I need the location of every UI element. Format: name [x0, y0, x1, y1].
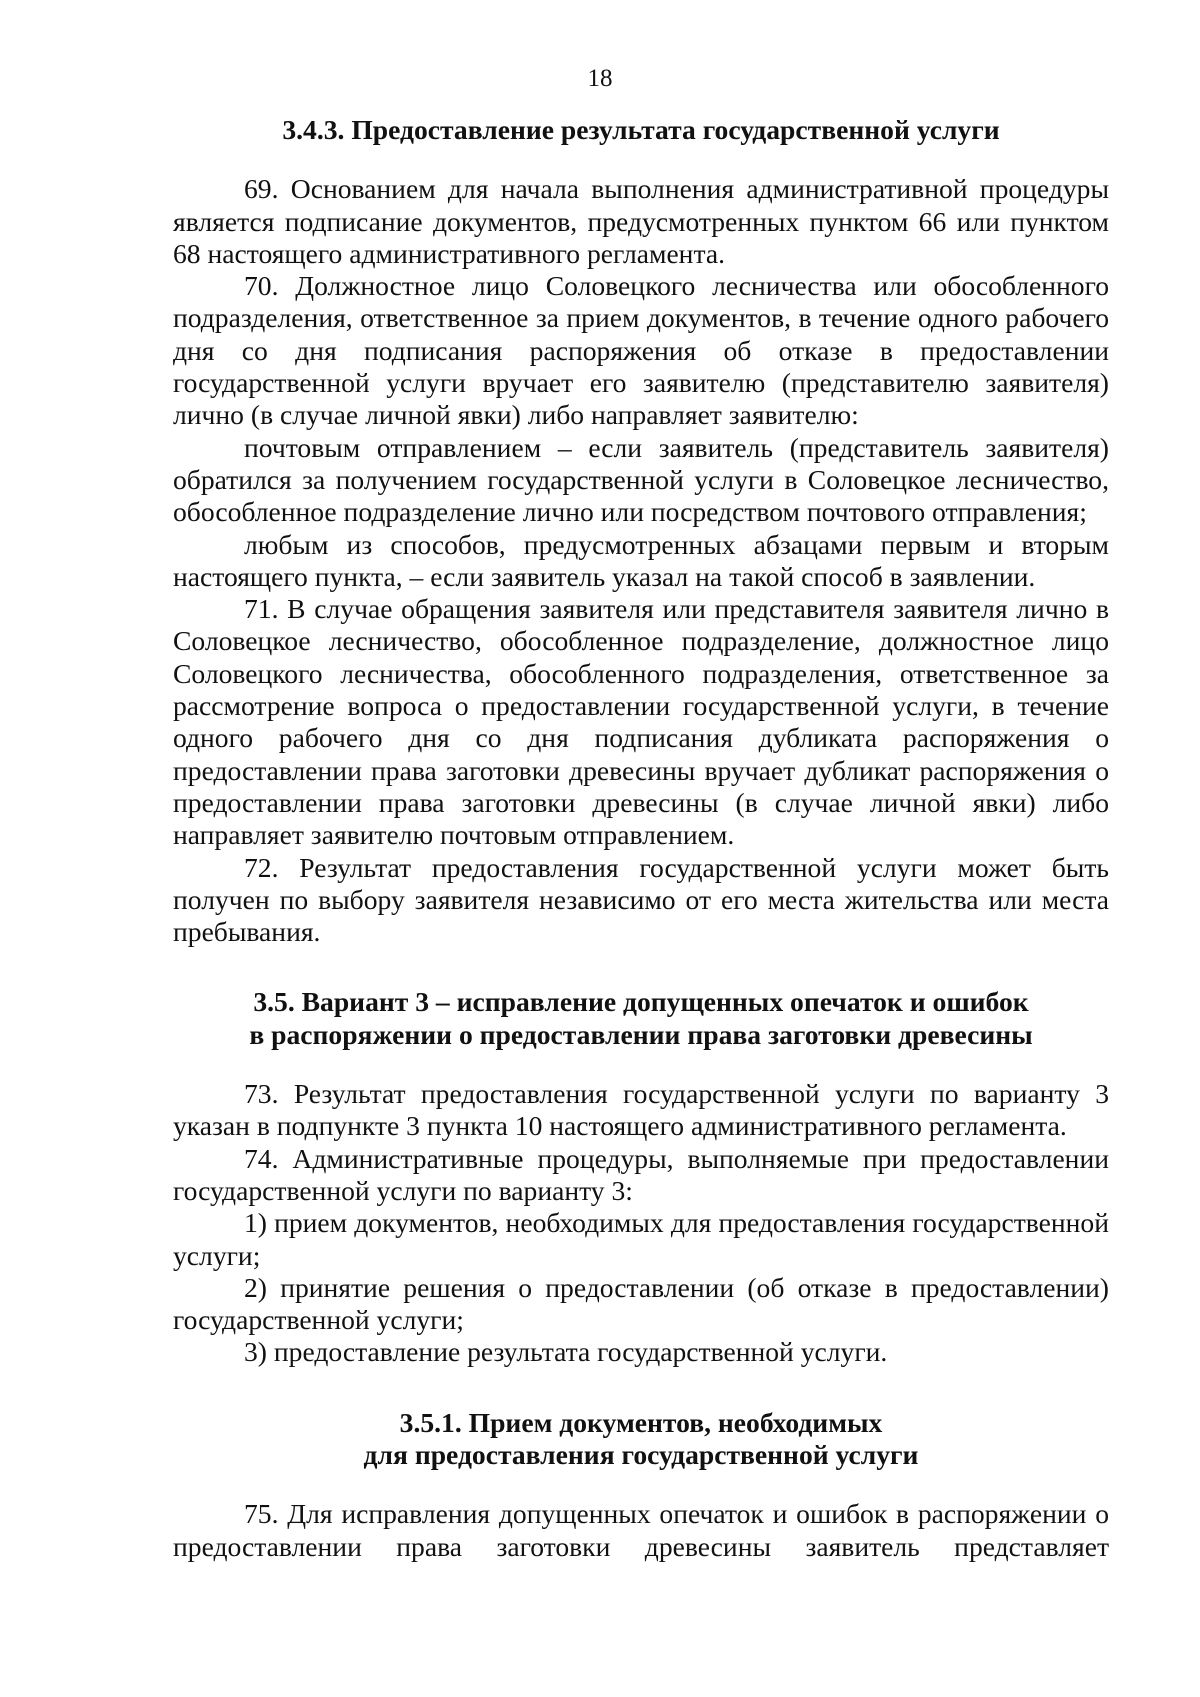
paragraph: почтовым отправлением – если заявитель (представитель заявителя) обратился за получением государственной услуги в Соловецкое лесничество, обособленное подразделение лично или посредством почтового отправления;	[173, 431, 1109, 528]
paragraph: 1) прием документов, необходимых для предоставления государственной услуги;	[173, 1207, 1109, 1271]
paragraph: 73. Результат предоставления государственной услуги по варианту 3 указан в подпункте 3 пункта 10 настоящего административного регламента.	[173, 1078, 1109, 1142]
section-spacer	[173, 1369, 1109, 1407]
document-body	[173, 114, 1109, 1563]
section-heading-line: 3.5. Вариант 3 – исправление допущенных опечаток и ошибок	[253, 986, 1029, 1018]
section-spacer	[173, 948, 1109, 986]
paragraph: 2) принятие решения о предоставлении (об отказе в предоставлении) государственной услуги;	[173, 1271, 1109, 1336]
section-heading-line: 3.4.3. Предоставление результата государственной услуги	[282, 114, 1000, 145]
paragraph: 70. Должностное лицо Соловецкого лесничества или обособленного подразделения, ответственное за прием документов, в течение одного рабочего дня со дня подписания распоряжения об отказе в предоставлении государственной услуги вручает его заявителю (представителю заявителя) лично (в случае личной явки) либо направляет заявителю:	[173, 270, 1109, 431]
page-number: 18	[587, 65, 613, 92]
paragraph: 75. Для исправления допущенных опечаток и ошибок в распоряжении о предоставлении права заготовки древесины заявитель представляет	[173, 1498, 1109, 1562]
paragraph: 3) предоставление результата государственной услуги.	[244, 1336, 888, 1368]
section-heading-line: в распоряжении о предоставлении права заготовки древесины	[249, 1018, 1033, 1050]
section-heading	[173, 986, 1109, 1051]
section-heading-line: 3.5.1. Прием документов, необходимых	[399, 1406, 883, 1438]
paragraph: 72. Результат предоставления государственной услуги может быть получен по выбору заявителя независимо от его места жительства или места пребывания.	[173, 851, 1109, 948]
paragraph: 74. Административные процедуры, выполняемые при предоставлении государственной услуги по варианту 3:	[173, 1142, 1109, 1206]
section-heading-line: для предоставления государственной услуги	[363, 1438, 919, 1470]
section-heading	[173, 1407, 1109, 1472]
paragraph: 71. В случае обращения заявителя или представителя заявителя лично в Соловецкое лесничество, обособленное подразделение, должностное лицо Соловецкого лесничества, обособленного подразделения, ответственное за рассмотрение вопроса о предоставлении государственной услуги, в течение одного рабочего дня со дня подписания дубликата распоряжения о предоставлении права заготовки древесины вручает дубликат распоряжения о предоставлении права заготовки древесины (в случае личной явки) либо направляет заявителю почтовым отправлением.	[173, 593, 1109, 851]
paragraph: 69. Основанием для начала выполнения административной процедуры является подписание документов, предусмотренных пунктом 66 или пунктом 68 настоящего административного регламента.	[173, 173, 1109, 269]
paragraph: любым из способов, предусмотренных абзацами первым и вторым настоящего пункта, – если заявитель указал на такой способ в заявлении.	[173, 528, 1109, 592]
section-heading	[173, 114, 1109, 146]
